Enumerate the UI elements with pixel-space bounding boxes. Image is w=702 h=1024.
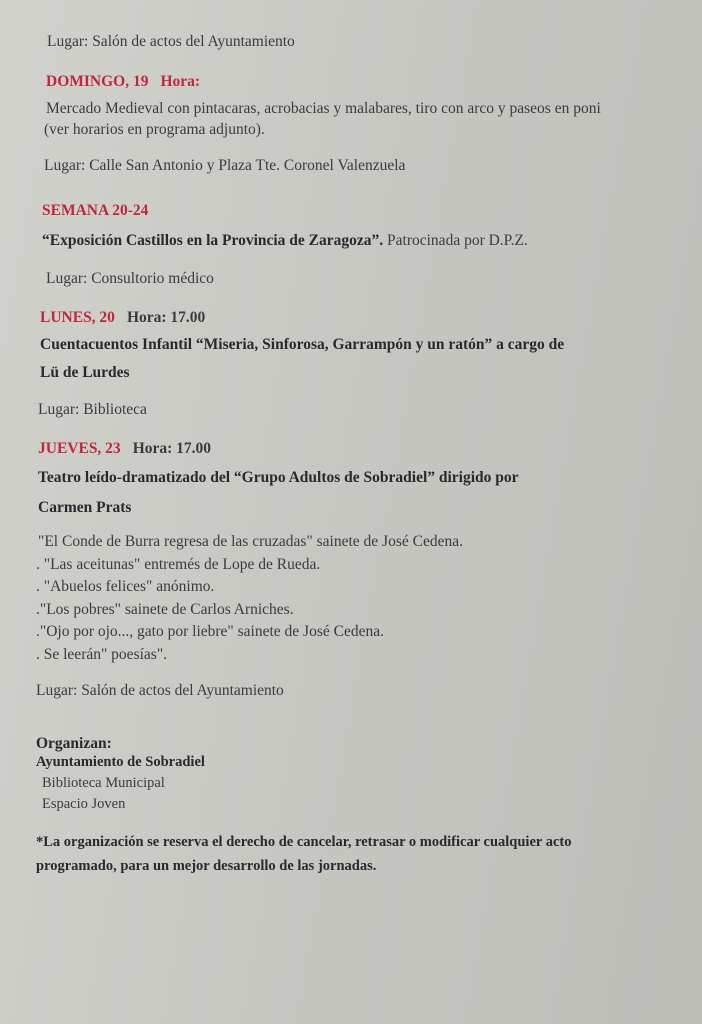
jueves-hora: Hora: 17.00 (132, 440, 212, 457)
play-item: . "Las aceitunas" entremés de Lope de Rueda. (36, 556, 321, 573)
lugar-top: Lugar: Salón de actos del Ayuntamiento (47, 33, 295, 50)
play-item: "El Conde de Burra regresa de las cruzadas" sainete de José Cedena. (38, 533, 463, 550)
lunes-hora: Hora: 17.00 (126, 309, 206, 326)
semana-desc (42, 232, 528, 250)
disclaimer-line1: *La organización se reserva el derecho de cancelar, retrasar o modificar cualquier acto (36, 834, 572, 850)
jueves-desc-line2: Carmen Prats (38, 499, 132, 516)
semana-title: SEMANA 20-24 (42, 202, 149, 219)
lunes-desc-line2: Lü de Lurdes (40, 364, 130, 381)
domingo-desc-line1: Mercado Medieval con pintacaras, acrobacias y malabares, tiro con arco y paseos en poni (46, 100, 601, 117)
jueves-lugar: Lugar: Salón de actos del Ayuntamiento (36, 682, 284, 699)
domingo-hora: Hora: (160, 73, 201, 90)
jueves-desc-line1: Teatro leído-dramatizado del “Grupo Adultos de Sobradiel” dirigido por (38, 469, 519, 486)
organizan-title: Organizan: (36, 735, 112, 752)
play-item: ."Los pobres" sainete de Carlos Arniches. (36, 601, 294, 618)
play-item: ."Ojo por ojo..., gato por liebre" sainete de José Cedena. (36, 623, 384, 640)
play-item: . Se leerán" poesías". (36, 646, 168, 663)
organizer-biblioteca: Biblioteca Municipal (42, 775, 165, 791)
lunes-heading (40, 309, 205, 327)
disclaimer-line2: programado, para un mejor desarrollo de las jornadas. (36, 858, 377, 874)
domingo-desc-line2: (ver horarios en programa adjunto). (44, 121, 265, 138)
lunes-title: LUNES, 20 (40, 309, 115, 326)
play-item: . "Abuelos felices" anónimo. (36, 578, 215, 595)
domingo-title: DOMINGO, 19 (46, 73, 149, 90)
domingo-heading (46, 73, 200, 91)
jueves-heading (38, 440, 211, 458)
lunes-lugar: Lugar: Biblioteca (38, 401, 147, 418)
organizer-ayuntamiento: Ayuntamiento de Sobradiel (36, 754, 205, 770)
semana-lugar: Lugar: Consultorio médico (46, 270, 214, 287)
semana-desc-rest: Patrocinada por D.P.Z. (383, 232, 528, 249)
semana-desc-bold: “Exposición Castillos en la Provincia de Zaragoza”. (42, 232, 384, 249)
domingo-lugar: Lugar: Calle San Antonio y Plaza Tte. Coronel Valenzuela (44, 157, 406, 174)
organizer-espacio-joven: Espacio Joven (42, 796, 126, 812)
jueves-title: JUEVES, 23 (38, 440, 121, 457)
lunes-desc-line1: Cuentacuentos Infantil “Miseria, Sinforosa, Garrampón y un ratón” a cargo de (40, 336, 565, 353)
